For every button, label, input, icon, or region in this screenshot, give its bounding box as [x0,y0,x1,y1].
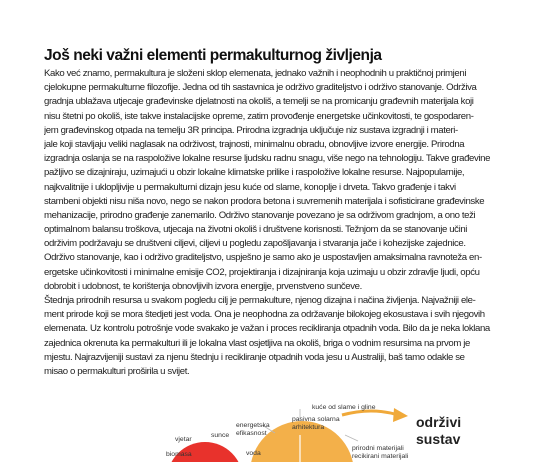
body-line: Održivo stanovanje, kao i održivo graditeljstvo, uspješno je samo ako je uspostavljen amaksimalna ravnoteža en- [44,252,482,264]
body-line: misao o permakulturi proširila u svijet. [44,365,190,377]
body-line: zajednica okrenuta ka permakulturi ili je lokalna vlast osjetljiva na okoliš, briga o vodnim resursima na prvom je [44,337,470,349]
body-line: cjelokupne permakulturne filozofije. Jedna od tih sastavnica je održivo graditeljstvo i održivo stanovanje. Održiva [44,82,477,94]
body-line: ergetske učinkovitosti i minimalne emisije CO2, projektiranja i dizajniranja koja uzimaju u obzir zdravlje ljudi, opću [44,266,480,278]
body-line: jale koji stavljaju veliki naglasak na održivost, trajnosti, minimalnu obradu, obnovljive izvore energije. Prirodna [44,138,465,150]
label-system: sustav [416,431,461,447]
document-body [44,67,500,379]
body-line: pažljivo se dizajniraju, uzimajući u obzir lokalne klimatske prilike i raspoložive lokalne resurse. Najpopularnije, [44,167,465,179]
body-line: mjestu. Najrazvijeniji sustavi za njenu štednju i recikliranje otpadnih voda jesu u Australiji, baš tamo odakle se [44,351,465,363]
body-line: gradnja ublažava utjecaje građevinske djelatnosti na okoliš, a temelji se na promicanju građevnih materijala koji [44,96,474,108]
label-passive-solar: pasivna solarna arhitektura [292,416,340,431]
body-line: elemenata. Uz kontrolu potrošnje vode svakako je važan i proces recikliranja otpadnih voda. Bilo da je neka loklana [44,323,490,335]
body-line: ment prirode koji se mora štedjeti jest voda. Ona je neophodna za održavanje bilokojeg ekosustava i svih njegovih [44,309,485,321]
body-line: najkvalitnije i uklopljivije u permakulturni dizajn jesu kuće od slame, konoplje i drveta. Takvo građenje i takvi [44,181,456,193]
label-water: voda [246,450,261,457]
label-sun: sunce [211,432,230,439]
body-line: održivim podržavaju se društveni ciljevi, ciljevi u pogledu zapošljavanja i stvaranja jače i kohezijske zajednice. [44,238,466,250]
body-line: mehanizacije, prirodno građenje zanemarilo. Održivo stanovanje povezano je sa održivom gradnjom, a ono teži [44,209,476,221]
label-biomass: biomasa [166,451,192,458]
body-line: dobrobit i udobnost, te korištenja obnovljivih izvora energije, prvenstveno sunčeve. [44,280,362,292]
body-line: izgradnja oslanja se na raspoložive lokalne resurse ljudsku radnu snagu, više nego na tehnologiju. Takve građevine [44,153,491,165]
body-line: Kako već znamo, permakultura je složeni sklop elemenata, jednako važnih i neophodnih u praktičnoj primjeni [44,68,467,79]
label-straw-houses: kuće od slame i gline [312,404,376,411]
label-natural-materials: prirodni materijali recikirani materijali [352,445,409,460]
label-wind: vjetar [175,436,192,443]
label-energy-efficiency: energetska efikasnost [236,422,270,437]
body-line: nisu štetni po okoliš, iste takve instalacijske opreme, zatim provođenje energetske učinkovitosti, te gospodaren- [44,110,474,122]
body-line: Štednja prirodnih resursa u svakom pogledu cilj je permakulture, njenog dizajna i načina življenja. Najvažniji ele- [44,295,476,306]
body-line: stambeni objekti nisu niša novo, nego se nakon prodora betona i suvremenih materijala i sofisticirane građevinske [44,195,485,207]
sustainability-diagram [0,395,534,462]
document-title: Još neki važni elementi permakulturnog življenja [44,47,382,64]
body-line: optimalnom balansu troškova, utjecaja na životni okoliš i društvene korisnosti. Težnjom da se stanovanje učini [44,224,468,236]
label-sustainable: održivi [416,414,462,430]
connector-line [345,435,358,441]
body-line: jem građevinskog otpada na temelju 3R principa. Prirodna izgradnja uključuje niz sustava izgradnji i materi- [44,124,458,136]
